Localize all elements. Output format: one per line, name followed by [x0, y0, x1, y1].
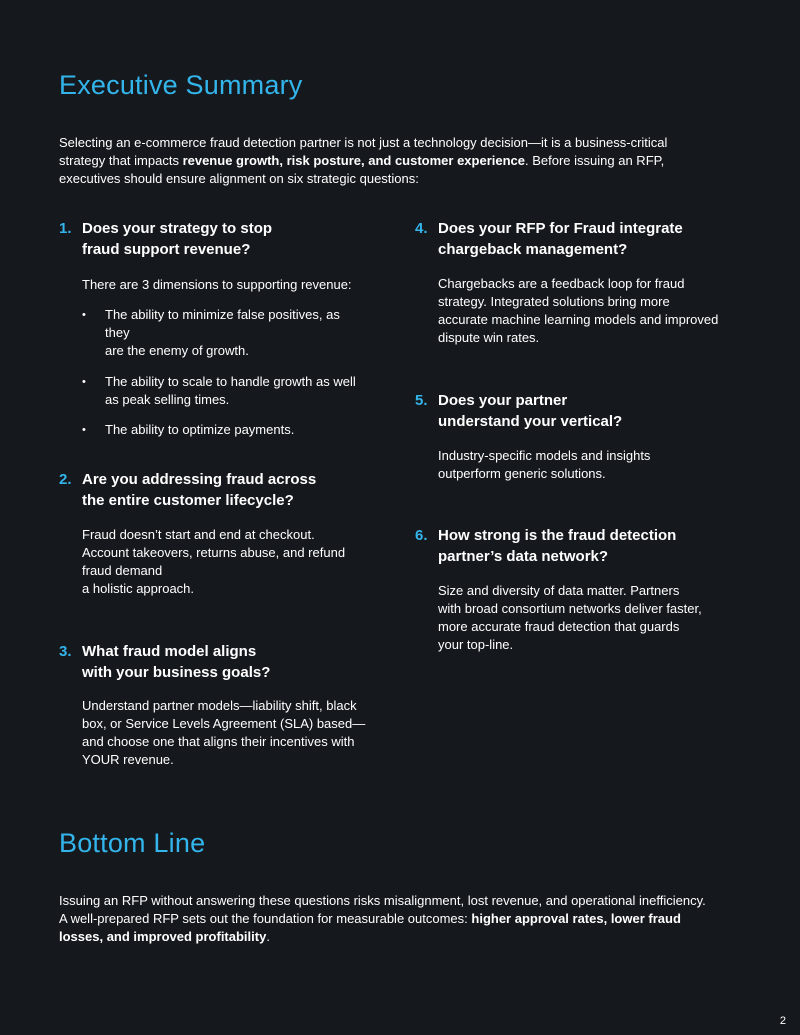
- question-title-line: fraud support revenue?: [82, 241, 251, 258]
- bullet-text: [105, 306, 340, 360]
- question-body-line: fraud demand: [82, 563, 163, 578]
- question-body-line: more accurate fraud detection that guards: [438, 619, 680, 634]
- question-body-line: outperform generic solutions.: [438, 466, 606, 481]
- question-body-line: accurate machine learning models and improved: [438, 312, 719, 327]
- question-number: 6.: [415, 527, 428, 544]
- bullet-line: The ability to scale to handle growth as well: [105, 374, 356, 389]
- question-title-line: understand your vertical?: [438, 413, 623, 430]
- question-title: [438, 525, 676, 567]
- question-body: [82, 697, 365, 769]
- bullet-dot-icon: •: [82, 309, 86, 321]
- question-body-line: your top-line.: [438, 637, 514, 652]
- question-body: [438, 447, 650, 483]
- intro-line-2a: strategy that impacts: [59, 153, 183, 168]
- executive-summary-intro: [59, 134, 739, 188]
- bullet-line: as peak selling times.: [105, 392, 230, 407]
- bullet-line: The ability to minimize false positives, as: [105, 307, 340, 322]
- bullet-dot-icon: •: [82, 376, 86, 388]
- question-body-line: with broad consortium networks deliver faster,: [438, 601, 702, 616]
- question-body-line: YOUR revenue.: [82, 752, 174, 767]
- bottom-line-heading: Bottom Line: [59, 828, 206, 858]
- question-title-line: with your business goals?: [82, 664, 271, 681]
- question-body-line: Industry-specific models and insights: [438, 448, 651, 463]
- question-body-line: a holistic approach.: [82, 581, 195, 596]
- intro-line-3: executives should ensure alignment on six strategic questions:: [59, 171, 419, 186]
- question-title: [82, 469, 316, 511]
- question-title-line: Does your partner: [438, 392, 568, 409]
- page-number: 2: [779, 1015, 786, 1027]
- question-number: 3.: [59, 643, 72, 660]
- intro-emphasis: revenue growth, risk posture, and customer experience: [182, 153, 526, 168]
- bottom-line-emphasis-1: higher approval rates, lower fraud: [471, 911, 681, 926]
- question-number: 5.: [415, 392, 428, 409]
- question-title-line: the entire customer lifecycle?: [82, 492, 294, 509]
- bullet-line: are the enemy of growth.: [105, 343, 249, 358]
- question-title: [438, 218, 683, 260]
- question-title-line: What fraud model aligns: [82, 643, 257, 660]
- bottom-line-emphasis-2: losses, and improved profitability: [59, 929, 267, 944]
- bullet-line: they: [105, 325, 130, 340]
- question-body-line: box, or Service Levels Agreement (SLA) based—: [82, 716, 366, 731]
- question-body-line: strategy. Integrated solutions bring more: [438, 294, 670, 309]
- bullet-text: [105, 421, 294, 439]
- question-title: [82, 641, 270, 683]
- executive-summary-heading: Executive Summary: [59, 70, 303, 100]
- question-body-line: Fraud doesn’t start and end at checkout.: [82, 527, 315, 542]
- bottom-line-2a: A well-prepared RFP sets out the foundation for measurable outcomes:: [59, 911, 472, 926]
- question-body: [438, 582, 702, 654]
- question-title-line: How strong is the fraud detection: [438, 527, 677, 544]
- question-body: [438, 275, 718, 347]
- question-body: [82, 526, 345, 598]
- question-title: [82, 218, 272, 260]
- question-body-line: Chargebacks are a feedback loop for fraud: [438, 276, 685, 291]
- bottom-line-3b: .: [266, 929, 270, 944]
- bullet-dot-icon: •: [82, 424, 86, 436]
- intro-line-1: Selecting an e-commerce fraud detection partner is not just a technology decision—it is a business-critical: [59, 135, 668, 150]
- question-body-line: Account takeovers, returns abuse, and refund: [82, 545, 346, 560]
- question-title: [438, 390, 622, 432]
- bullet-text: [105, 373, 356, 409]
- question-number: 1.: [59, 220, 72, 237]
- question-number: 2.: [59, 471, 72, 488]
- question-body-line: There are 3 dimensions to supporting revenue:: [82, 277, 352, 292]
- question-body-line: dispute win rates.: [438, 330, 540, 345]
- question-number: 4.: [415, 220, 428, 237]
- question-body-line: Understand partner models—liability shift, black: [82, 698, 357, 713]
- bullet-line: The ability to optimize payments.: [105, 422, 295, 437]
- intro-line-2c: . Before issuing an RFP,: [525, 153, 665, 168]
- question-title-line: partner’s data network?: [438, 548, 609, 565]
- question-title-line: Does your RFP for Fraud integrate: [438, 220, 683, 237]
- question-body: [82, 276, 352, 294]
- question-body-line: and choose one that aligns their incentives with: [82, 734, 355, 749]
- question-title-line: Are you addressing fraud across: [82, 471, 317, 488]
- bottom-line-text: [59, 892, 759, 946]
- question-body-line: Size and diversity of data matter. Partners: [438, 583, 680, 598]
- bottom-line-1: Issuing an RFP without answering these questions risks misalignment, lost revenue, and operational inefficiency.: [59, 893, 706, 908]
- question-title-line: chargeback management?: [438, 241, 628, 258]
- question-title-line: Does your strategy to stop: [82, 220, 273, 237]
